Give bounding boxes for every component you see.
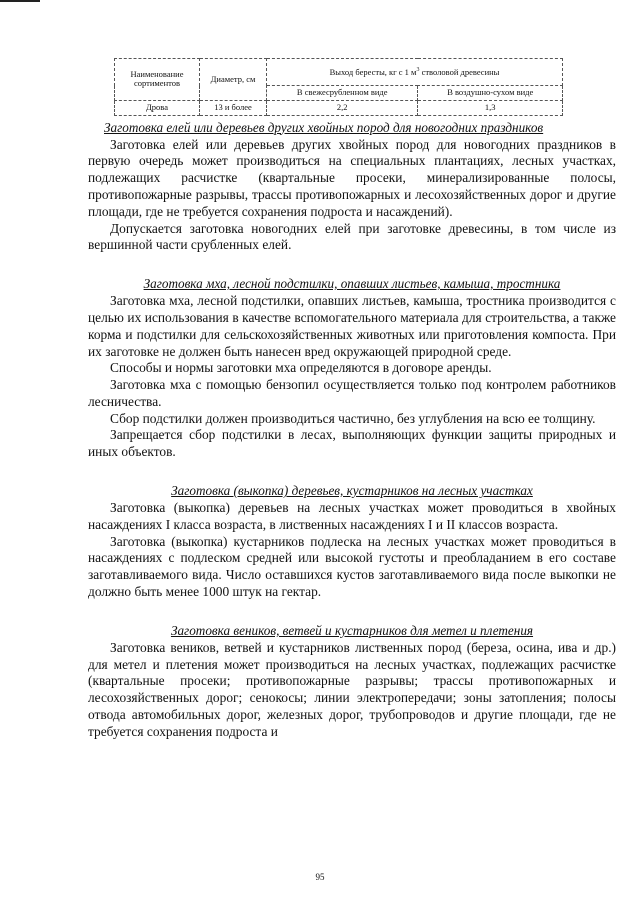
yield-cell-dry: 1,3: [418, 100, 563, 115]
yield-header-name: Наименование сортиментов: [115, 59, 200, 101]
paragraph: Способы и нормы заготовки мха определяются в договоре аренды.: [110, 360, 492, 376]
yield-cell-diameter: 13 и более: [200, 100, 267, 115]
paragraph: Запрещается сбор подстилки в лесах, выполняющих функции защиты природных и иных объектов.: [88, 427, 616, 460]
document-body: [88, 58, 616, 741]
paragraph: Заготовка (выкопка) кустарников подлеска на лесных участках может проводиться в насаждениях с подлеском средней или высокой густоты и преобладанием в его составе заготавливаемого вида. Число оставшихся кустов заготавливаемого вида после выкопки не должно быть менее 1000 штук на гектар.: [88, 533, 616, 600]
yield-cell-name: Дрова: [115, 100, 200, 115]
paragraph: Допускается заготовка новогодних елей при заготовке древесины, в том числе из вершинной части срубленных елей.: [88, 220, 616, 253]
paragraph: Заготовка веников, ветвей и кустарников лиственных пород (береза, осина, ива и др.) для метел и плетения может производиться на лесных участках, подлежащих расчистке (квартальные просеки; противопожарные разрывы; трассы противопожарных и лесохозяйственных дорог; сенокосы; линии электропередачи; зоны затопления; полосы отвода автомобильных дорог, железных дорог, трубопроводов и другие площади, где не требуется сохранения подроста и: [88, 639, 616, 739]
scan-edge-mark: [0, 0, 40, 2]
birch-bark-yield-table: [114, 58, 563, 116]
paragraph: Заготовка елей или деревьев других хвойных пород для новогодних праздников в первую очередь может производиться на специальных плантациях, лесных участках, подлежащих расчистке (квартальные просеки, минерализированные полосы, противопожарные разрывы, трассы противопожарных и лесохозяйственных дорог и другие площади, где не требуется сохранения подроста и насаждений).: [88, 136, 616, 219]
section-heading-digging: Заготовка (выкопка) деревьев, кустарников на лесных участках: [171, 483, 533, 499]
paragraph: Сбор подстилки должен производиться частично, без углубления на всю ее толщину.: [110, 410, 596, 426]
page-number: 95: [315, 872, 325, 882]
yield-subheader-dry: В воздушно-сухом виде: [418, 86, 563, 101]
section-heading-spruce: Заготовка елей или деревьев других хвойных пород для новогодних праздников: [104, 119, 544, 135]
paragraph: Заготовка мха, лесной подстилки, опавших листьев, камыша, тростника производится с целью их использования в качестве вспомогательного материала для строительства, а также корма и подстилки для сельскохозяйственных животных или приготовления компоста. При их заготовке не должен быть нанесен вред окружающей природной среде.: [88, 293, 616, 359]
paragraph: Заготовка мха с помощью бензопил осуществляется только под контролем работников лесничества.: [88, 377, 616, 409]
yield-header-diameter: Диаметр, см: [200, 59, 267, 101]
section-heading-brooms: Заготовка веников, ветвей и кустарников для метел и плетения: [170, 622, 534, 638]
yield-cell-fresh: 2,2: [267, 100, 418, 115]
section-heading-moss: Заготовка мха, лесной подстилки, опавших листьев, камыша, тростника: [143, 276, 561, 292]
yield-subheader-fresh: В свежесрубленном виде: [267, 86, 418, 101]
yield-header-output: Выход бересты, кг с 1 $м^3$ стволовой древесины: [267, 59, 563, 86]
paragraph: Заготовка (выкопка) деревьев на лесных участках может проводиться в хвойных насаждениях I класса возраста, в лиственных насаждениях I и II классов возраста.: [88, 500, 616, 532]
